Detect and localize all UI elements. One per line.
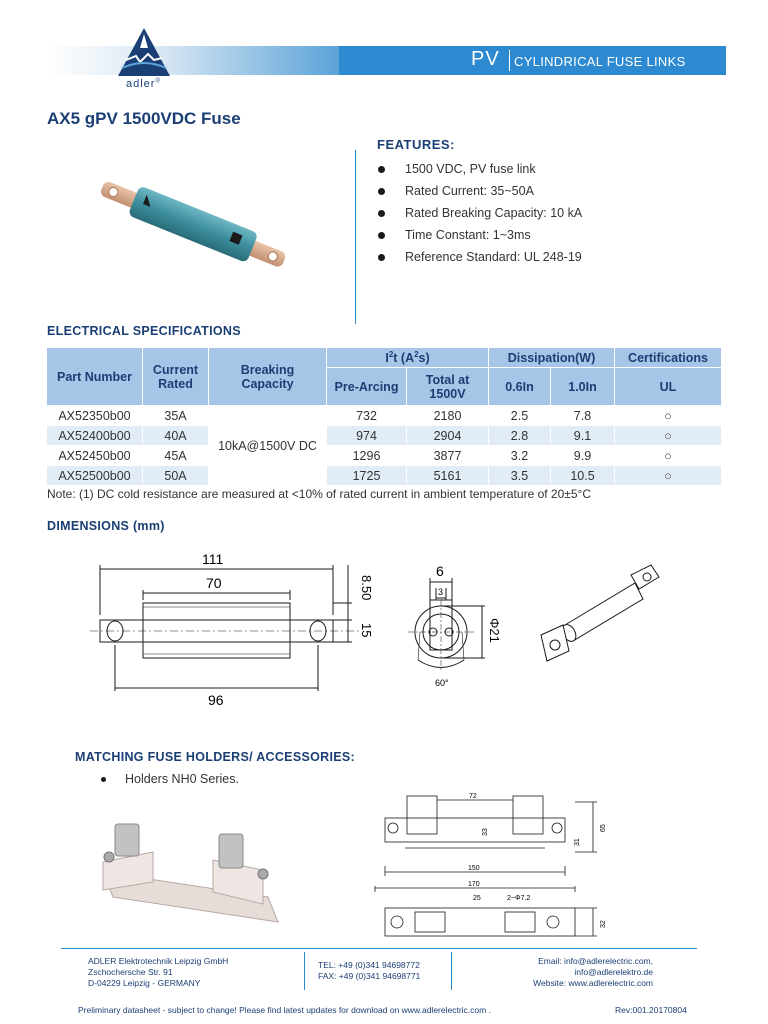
dim-len-170: 170 [468,881,480,888]
feature-item: Rated Breaking Capacity: 10 kA [378,202,582,224]
dim-tab-width: 15 [359,623,374,638]
col-pre-arcing: Pre-Arcing [327,368,407,406]
col-current-rated: Current Rated [143,348,209,406]
dimensions-title: DIMENSIONS (mm) [47,519,165,533]
footer-address: ADLER Elektrotechnik Leipzig GmbH Zschochersche Str. 91 D-04229 Leipzig - GERMANY [88,956,229,988]
bullet-icon [378,166,385,173]
feature-item: 1500 VDC, PV fuse link [378,158,582,180]
feature-item: Time Constant: 1~3ms [378,224,582,246]
bullet-icon [378,210,385,217]
dim-body: 70 [206,575,222,591]
col-d06: 0.6In [489,368,551,406]
header-category: CYLINDRICAL FUSE LINKS [514,54,686,69]
table-row: AX52500b00 50A 1725 5161 3.5 10.5 ○ [47,466,722,486]
dim-height-33: 33 [482,828,489,836]
features-divider [355,150,356,324]
fuse-holder-photo [93,812,288,922]
dim-25: 25 [473,895,481,902]
bullet-icon [101,777,106,782]
dim-end-slot: 3 [438,587,444,597]
logo-wordmark: adler® [126,78,161,90]
col-i2t: $I^2t$ $(A^2s)$ [327,348,489,368]
specs-table [46,347,722,486]
dim-overall: 111 [202,551,224,567]
footer-divider [61,948,697,949]
accessories-title: MATCHING FUSE HOLDERS/ ACCESSORIES: [75,750,355,764]
bullet-icon [378,188,385,195]
email-link-secondary[interactable]: info@adlerelektro.de [574,967,653,977]
dim-tab-height: 8.50 [359,575,374,601]
bullet-icon [378,232,385,239]
specs-title: ELECTRICAL SPECIFICATIONS [47,324,241,338]
table-row: AX52400b00 40A 974 2904 2.8 9.1 ○ [47,426,722,446]
col-breaking-capacity: Breaking Capacity [209,348,327,406]
col-part-number: Part Number [47,348,143,406]
dim-top-span: 72 [469,793,477,800]
dim-diameter: Φ21 [487,618,502,643]
table-row: AX52350b00 35A 10kA@1500V DC 732 2180 2.5 7.8 ○ [47,406,722,426]
fuse-link-photo [92,172,292,282]
header-gradient [47,46,339,75]
footer-disclaimer: Preliminary datasheet - subject to change! Please find latest updates for download on www.adlerelectric.com . [78,1005,491,1015]
bullet-icon [378,254,385,261]
email-link[interactable]: Email: info@adlerelectric.com, [538,956,653,966]
accessory-item: Holders NH0 Series. [101,772,239,786]
col-certifications: Certifications [615,348,722,368]
fuse-holder-drawing [375,788,620,940]
dim-end-width: 6 [436,563,444,579]
side-view-drawing [90,545,374,715]
dim-holes: 2~Φ7.2 [507,895,531,902]
website-link[interactable]: Website: www.adlerelectric.com [533,978,653,988]
footer-separator [451,952,452,990]
dim-len-150: 150 [468,865,480,872]
features-list [378,158,582,268]
col-ul: UL [615,368,722,406]
specs-note: Note: (1) DC cold resistance are measured at <10% of rated current in ambient temperature of 20±5°C [47,487,591,501]
dim-angle: 60° [435,678,449,688]
footer-contact [523,956,653,989]
breaking-capacity-cell: 10kA@1500V DC [209,406,327,486]
header-series: PV [471,48,500,70]
col-d10: 1.0In [551,368,615,406]
footer-revision: Rev:001.20170804 [615,1005,687,1015]
footer-separator [304,952,305,990]
col-total: Total at 1500V [407,368,489,406]
end-view-drawing [400,560,510,690]
footer-phone: TEL: +49 (0)341 94698772 FAX: +49 (0)341 94698771 [318,960,421,981]
isometric-drawing [535,565,665,670]
dim-hole-spacing: 96 [208,692,224,708]
product-title: AX5 gPV 1500VDC Fuse [47,109,241,128]
dim-height-31: 31 [574,838,581,846]
header-divider [509,50,510,71]
features-title: FEATURES: [377,137,455,152]
feature-item: Reference Standard: UL 248-19 [378,246,582,268]
table-row: AX52450b00 45A 1296 3877 3.2 9.9 ○ [47,446,722,466]
dim-depth-32: 32 [600,920,607,928]
feature-item: Rated Current: 35~50A [378,180,582,202]
col-dissipation: Dissipation(W) [489,348,615,368]
dim-height-65: 65 [600,824,607,832]
